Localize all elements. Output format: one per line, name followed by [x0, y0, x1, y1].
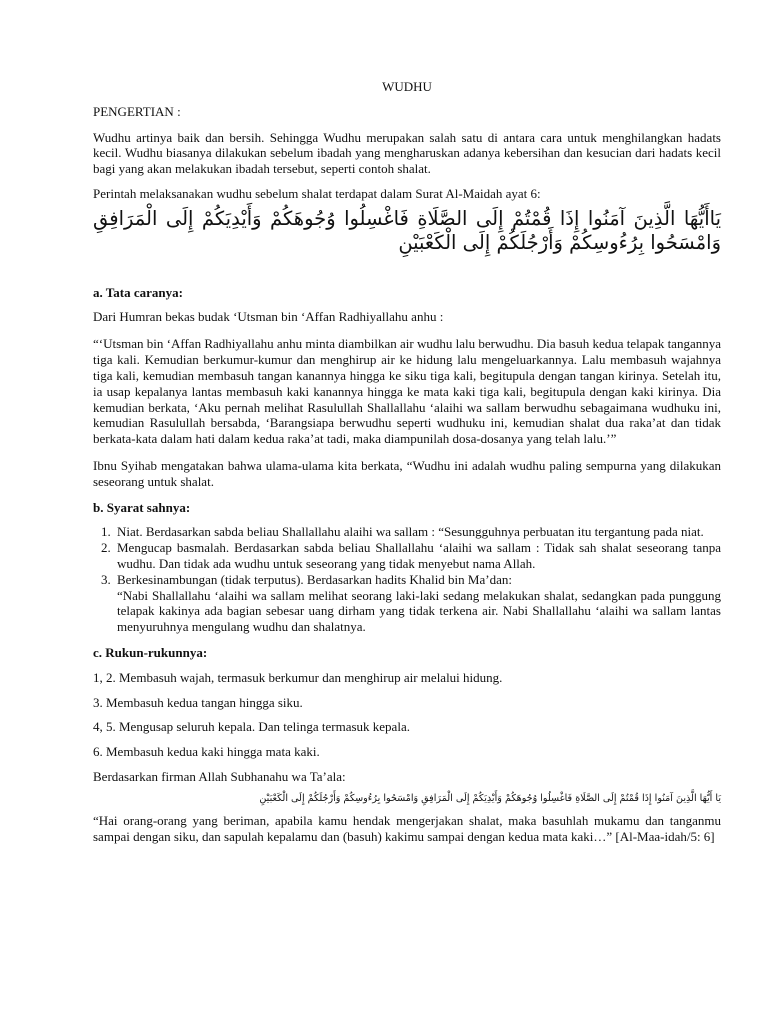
rukun-item: 6. Membasuh kedua kaki hingga mata kaki.	[93, 744, 320, 760]
list-item: 2. Mengucap basmalah. Berdasarkan sabda beliau Shallallahu ‘alaihi wa sallam : Tidak sah shalat seseorang tanpa wudhu. Dan tidak ada wudhu untuk seseorang yang tidak menyebut nama Allah.	[114, 540, 721, 572]
firman-verse-arabic: يَا أَيُّهَا الَّذِينَ آمَنُوا إِذَا قُمْتُمْ إِلَى الصَّلَاةِ فَاغْسِلُوا وُجُوهَكُمْ وَأَيْدِيَكُمْ إِلَى الْمَرَافِقِ وَامْسَحُوا بِرُءُوسِكُمْ وَأَرْجُلَكُمْ إِلَى الْكَعْبَيْنِ	[259, 792, 721, 804]
rukun-item: 1, 2. Membasuh wajah, termasuk berkumur dan menghirup air melalui hidung.	[93, 669, 503, 685]
document-title: WUDHU	[382, 79, 432, 94]
definition-paragraph: Wudhu artinya baik dan bersih. Sehingga Wudhu merupakan salah satu di antara cara untuk menghilangkan hadats kecil. Wudhu biasanya dilakukan sebelum ibadah yang mengharuskan adanya kebersihan dan kesucian dari hadats kecil bagi yang akan melakukan ibadah tersebut, seperti contoh shalat.	[93, 129, 721, 177]
al-maidah-verse-arabic: يَاأَيُّهَا الَّذِينَ آمَنُوا إِذَا قُمْتُمْ إِلَى الصَّلَاةِ فَاغْسِلُوا وُجُوهَكُمْ وَأَيْدِيَكُمْ إِلَى الْمَرَافِقِ وَامْسَحُوا بِرُءُوسِكُمْ وَأَرْجُلَكُمْ إِلَى الْكَعْبَيْنِ	[93, 206, 721, 254]
list-item: 1. Niat. Berdasarkan sabda beliau Shallallahu alaihi wa sallam : “Sesungguhnya perbuatan itu tergantung pada niat.	[114, 524, 721, 540]
tata-cara-intro: Dari Humran bekas budak ‘Utsman bin ‘Affan Radhiyallahu anhu :	[93, 308, 444, 324]
rukun-item: 4, 5. Mengusap seluruh kepala. Dan telinga termasuk kepala.	[93, 719, 410, 735]
syarat-list	[93, 524, 721, 635]
perintah-paragraph: Perintah melaksanakan wudhu sebelum shalat terdapat dalam Surat Al-Maidah ayat 6:	[93, 185, 541, 201]
firman-intro: Berdasarkan firman Allah Subhanahu wa Ta’ala:	[93, 768, 346, 784]
rukun-item: 3. Membasuh kedua tangan hingga siku.	[93, 694, 303, 710]
verse-translation: “Hai orang-orang yang beriman, apabila kamu hendak mengerjakan shalat, maka basuhlah mukamu dan tanganmu sampai dengan siku, dan sapulah kepalamu dan (basuh) kakimu sampai dengan kedua mata kaki…” [Al-Maa-idah/5: 6]	[93, 812, 721, 844]
rukun-heading: c. Rukun-rukunnya:	[93, 644, 208, 660]
syarat-heading: b. Syarat sahnya:	[93, 499, 191, 515]
tata-cara-heading: a. Tata caranya:	[93, 284, 183, 300]
document-page	[93, 79, 721, 844]
ibnu-syihab-paragraph: Ibnu Syihab mengatakan bahwa ulama-ulama kita berkata, “Wudhu ini adalah wudhu paling sempurna yang dilakukan seseorang untuk shalat.	[93, 457, 721, 489]
list-item: 3. Berkesinambungan (tidak terputus). Berdasarkan hadits Khalid bin Ma’dan: “Nabi Shallallahu ‘alaihi wa sallam melihat seorang laki-laki sedang melakukan shalat, sedangkan pada punggung telapak kakinya ada bagian sebesar uang dirham yang tidak terkena air. Nabi Shallallahu ‘alaihi wa sallam lantas menyuruhnya mengulang wudhu dan shalatnya.	[114, 572, 721, 635]
hadith-paragraph: “‘Utsman bin ‘Affan Radhiyallahu anhu minta diambilkan air wudhu lalu berwudhu. Dia basuh kedua telapak tangannya tiga kali. Kemudian berkumur-kumur dan menghirup air ke hidung lalu mengeluarkannya. Lalu membasuh wajahnya tiga kali, kemudian membasuh tangan kanannya hingga ke siku tiga kali, begitupula dengan tangan kirinya. Setelah itu, ia usap kepalanya lantas membasuh kaki kanannya hingga ke mata kaki tiga kali, begitupula dengan kaki kirinya. Dia kemudian berkata, ‘Aku pernah melihat Rasulullah Shallallahu ‘alaihi wa sallam berwudhu sebagaimana wudhuku ini, kemudian Rasulullah bersabda, ‘Barangsiapa berwudhu seperti wudhuku ini, kemudian shalat dua raka’at dan tidak berkata-kata dalam hati dalam kedua raka’at tadi, maka diampunilah dosa-dosanya yang telah lalu.’”	[93, 336, 721, 447]
pengertian-heading: PENGERTIAN :	[93, 103, 181, 119]
khalid-hadith-quote: “Nabi Shallallahu ‘alaihi wa sallam melihat seorang laki-laki sedang melakukan shalat, sedangkan pada punggung telapak kakinya ada bagian sebesar uang dirham yang tidak terkena air. Nabi Shallallahu ‘alaihi wa sallam lantas menyuruhnya mengulang wudhu dan shalatnya.	[117, 587, 721, 635]
